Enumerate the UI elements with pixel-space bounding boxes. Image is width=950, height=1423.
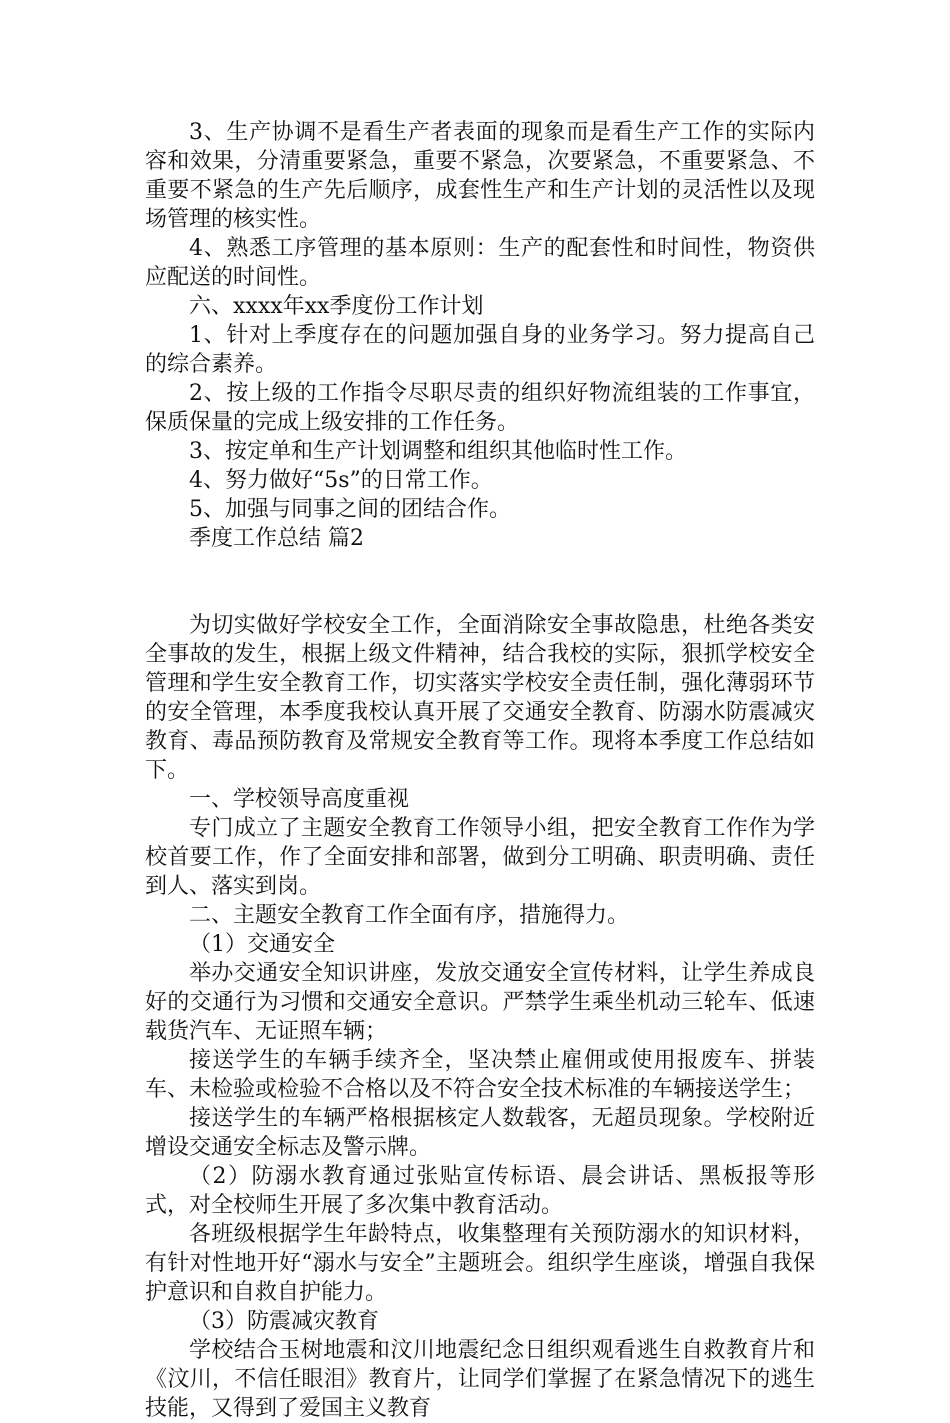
plan-item-2: 2、按上级的工作指令尽职尽责的组织好物流组装的工作事宜，保质保量的完成上级安排的工作任务。 (145, 381, 815, 435)
paragraph-process-management: 4、熟悉工序管理的基本原则：生产的配套性和时间性，物资供应配送的时间性。 (145, 236, 815, 290)
document-page (145, 118, 815, 1423)
paragraph-vehicle-procedures: 接送学生的车辆手续齐全，坚决禁止雇佣或使用报废车、拼装车、未检验或检验不合格以及不符合安全技术标准的车辆接送学生； (145, 1048, 815, 1102)
subheading-traffic-safety: （1）交通安全 (189, 932, 335, 957)
heading-leadership: 一、学校领导高度重视 (189, 787, 410, 812)
paragraph-traffic-lecture: 举办交通安全知识讲座，发放交通安全宣传材料，让学生养成良好的交通行为习惯和交通安全意识。严禁学生乘坐机动三轮车、低速载货汽车、无证照车辆； (145, 961, 815, 1044)
plan-item-3: 3、按定单和生产计划调整和组织其他临时性工作。 (189, 439, 687, 464)
section-spacer (145, 553, 815, 611)
heading-education-measures: 二、主题安全教育工作全面有序，措施得力。 (189, 903, 630, 928)
paragraph-earthquake-films: 学校结合玉树地震和汶川地震纪念日组织观看逃生自救教育片和《汶川，不信任眼泪》教育片，让同学们掌握了在紧急情况下的逃生技能，又得到了爱国主义教育 (145, 1338, 815, 1421)
paragraph-class-meetings: 各班级根据学生年龄特点，收集整理有关预防溺水的知识材料，有针对性地开好“溺水与安全”主题班会。组织学生座谈，增强自我保护意识和自救自护能力。 (145, 1222, 815, 1305)
plan-item-5: 5、加强与同事之间的团结合作。 (189, 497, 511, 522)
paragraph-leadership: 专门成立了主题安全教育工作领导小组，把安全教育工作作为学校首要工作，作了全面安排和部署，做到分工明确、职责明确、责任到人、落实到岗。 (145, 816, 815, 899)
plan-item-4: 4、努力做好“5s”的日常工作。 (189, 468, 493, 493)
paragraph-drowning-education: （2）防溺水教育通过张贴宣传标语、晨会讲话、黑板报等形式，对全校师生开展了多次集中教育活动。 (145, 1164, 815, 1218)
plan-item-1: 1、针对上季度存在的问题加强自身的业务学习。努力提高自己的综合素养。 (145, 323, 815, 377)
paragraph-production-coordination: 3、生产协调不是看生产者表面的现象而是看生产工作的实际内容和效果，分清重要紧急，重要不紧急，次要紧急，不重要紧急、不重要不紧急的生产先后顺序，成套性生产和生产计划的灵活性以及现场管理的核实性。 (145, 120, 815, 232)
paragraph-safety-intro: 为切实做好学校安全工作，全面消除安全事故隐患，杜绝各类安全事故的发生，根据上级文件精神，结合我校的实际，狠抓学校安全管理和学生安全教育工作，切实落实学校安全责任制，强化薄弱环节的安全管理，本季度我校认真开展了交通安全教育、防溺水防震减灾教育、毒品预防教育及常规安全教育等工作。现将本季度工作总结如下。 (145, 613, 815, 783)
section-title-part2: 季度工作总结 篇2 (189, 526, 364, 551)
heading-quarter-plan: 六、xxxx年xx季度份工作计划 (189, 294, 484, 319)
paragraph-passenger-limit: 接送学生的车辆严格根据核定人数载客，无超员现象。学校附近增设交通安全标志及警示牌。 (145, 1106, 815, 1160)
subheading-earthquake: （3）防震减灾教育 (189, 1309, 379, 1334)
